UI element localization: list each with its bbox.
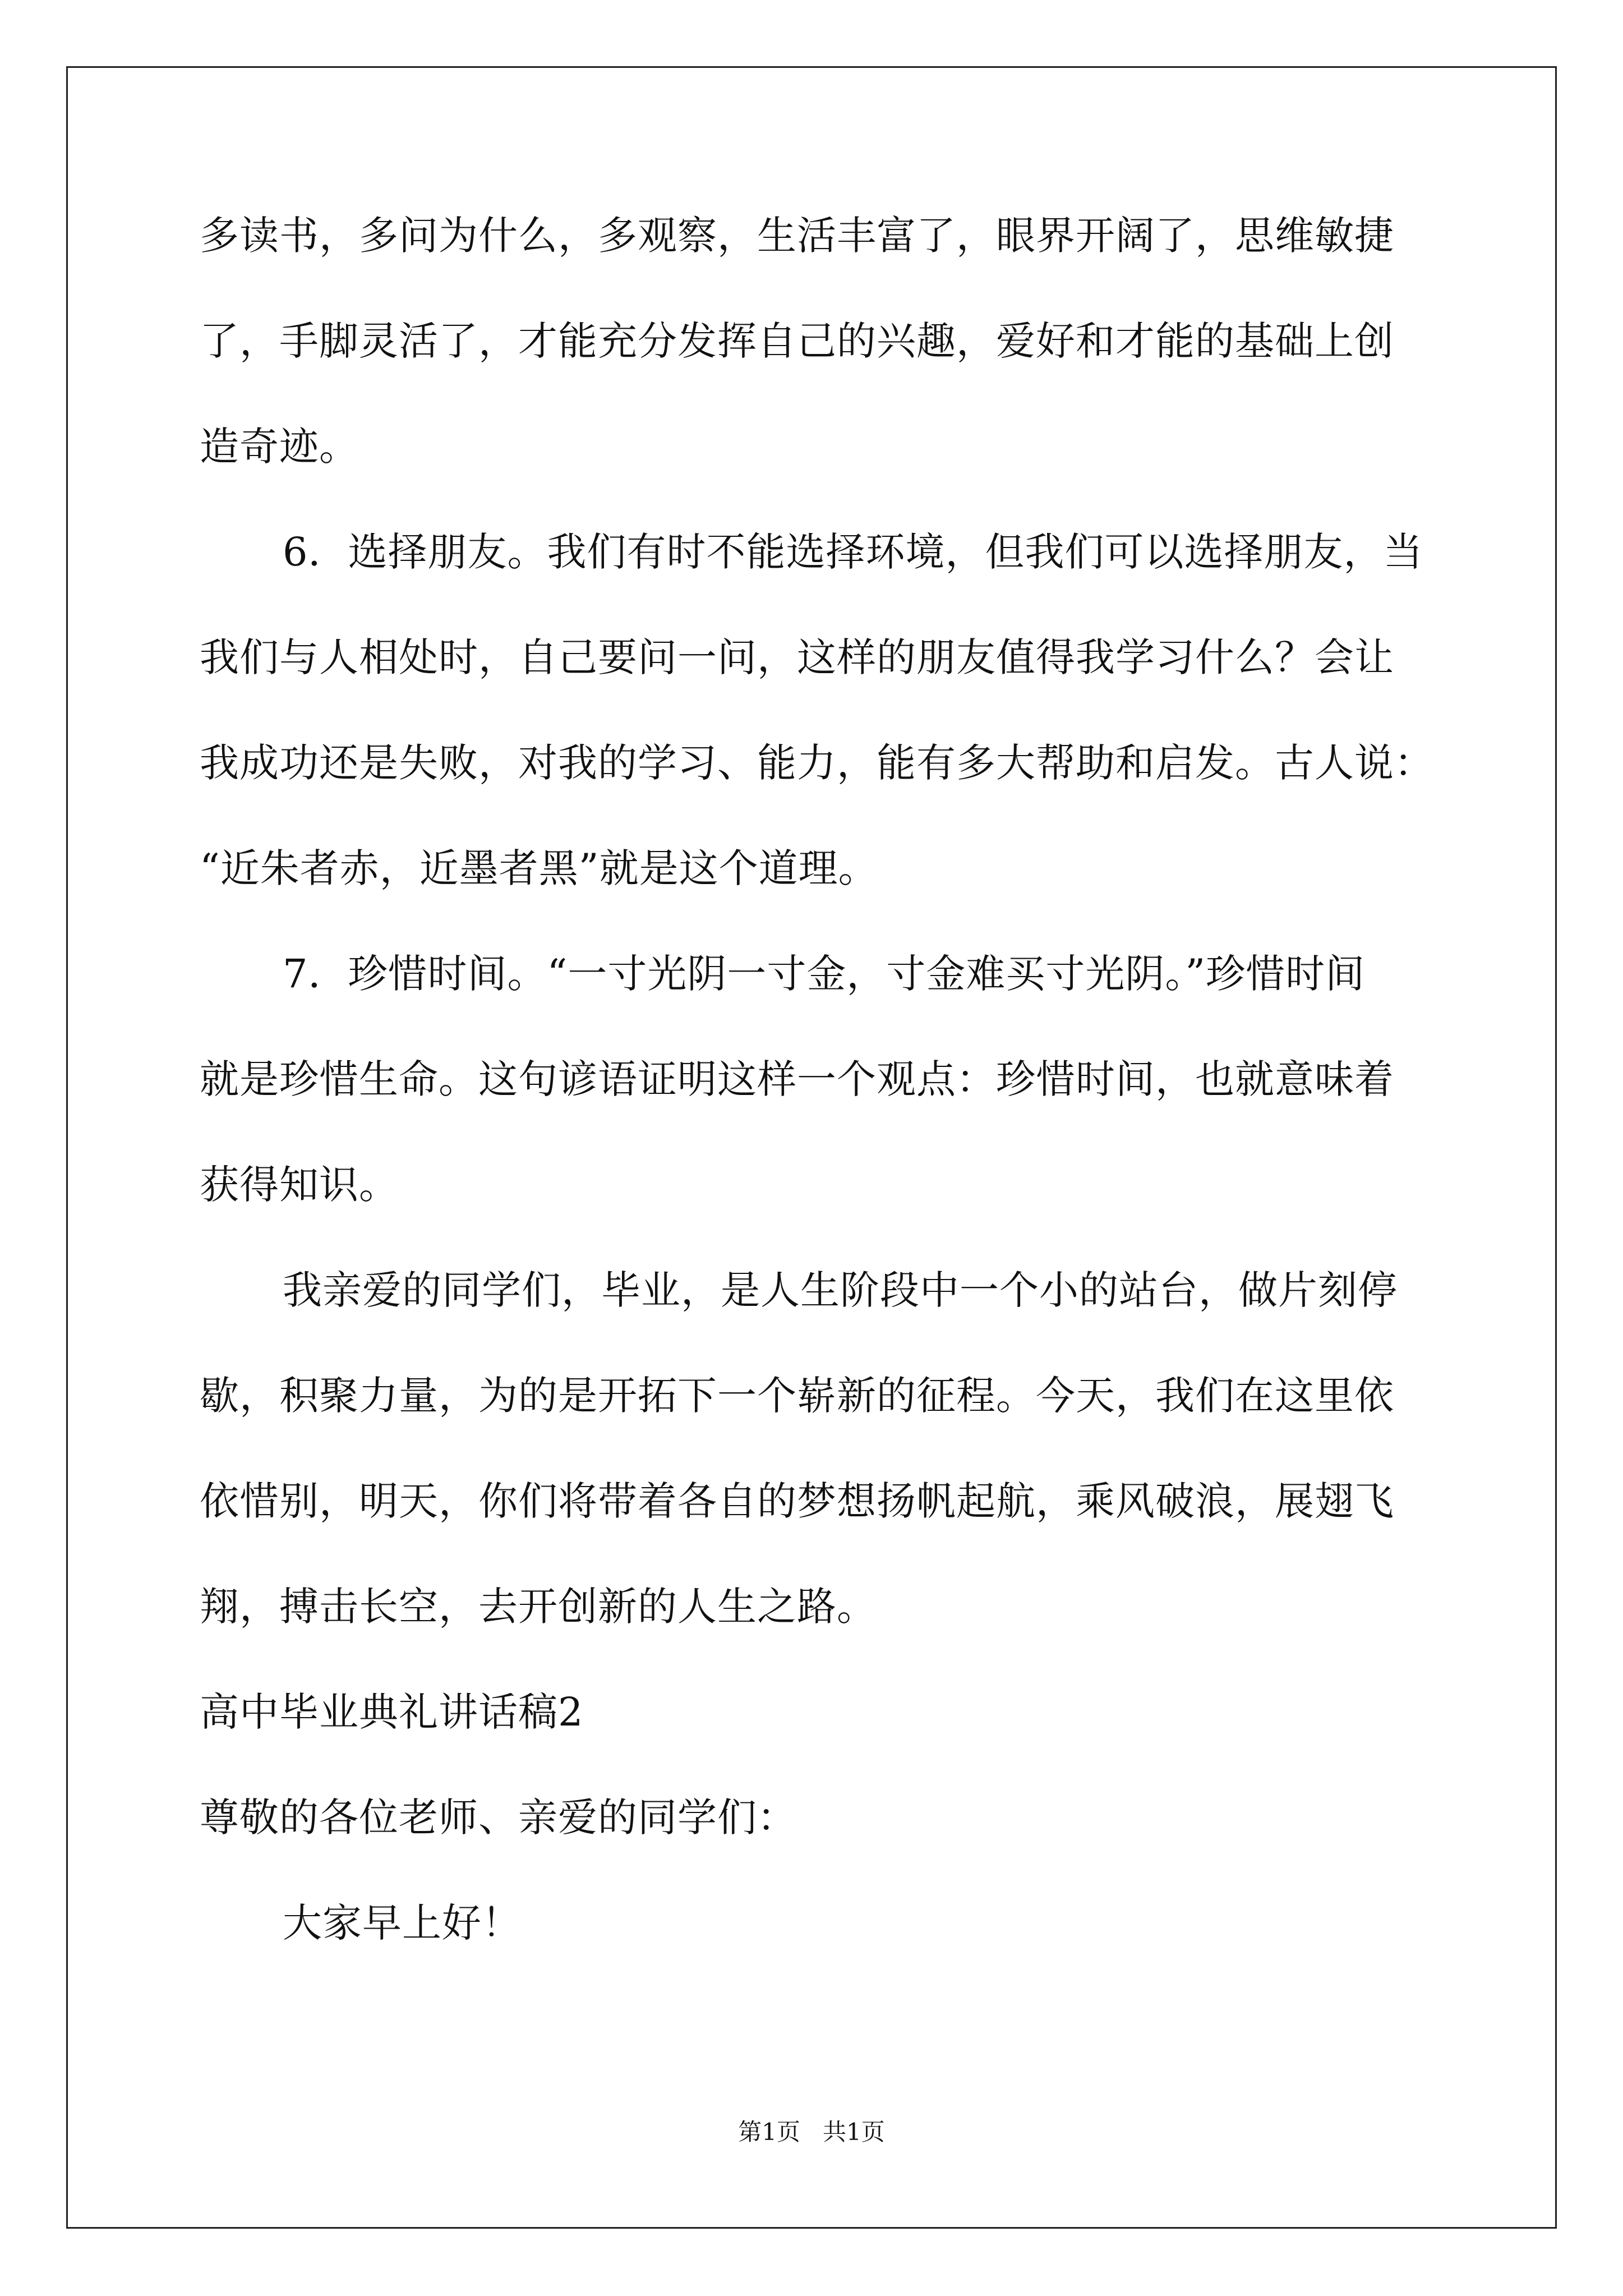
text-line: 了，手脚灵活了，才能充分发挥自己的兴趣，爱好和才能的基础上创: [200, 318, 1394, 364]
text-line: 翔，搏击长空，去开创新的人生之路。: [200, 1584, 877, 1630]
text-line: 6．选择朋友。我们有时不能选择环境，但我们可以选择朋友，当: [283, 529, 1423, 575]
page-footer: 第1页 共1页: [738, 2118, 885, 2146]
greeting: 大家早上好！: [283, 1900, 522, 1946]
text-line: 多读书，多问为什么，多观察，生活丰富了，眼界开阔了，思维敏捷: [200, 213, 1394, 259]
document-body: [200, 213, 1434, 2009]
text-line: “近朱者赤，近墨者黑”就是这个道理。: [200, 845, 878, 891]
text-line: 依惜别，明天，你们将带着各自的梦想扬帆起航，乘风破浪，展翅飞: [200, 1478, 1394, 1524]
text-line: 7．珍惜时间。“一寸光阴一寸金，寸金难买寸光阴。”珍惜时间: [283, 951, 1366, 997]
salutation: 尊敬的各位老师、亲爱的同学们：: [200, 1795, 797, 1841]
text-line: 我成功还是失败，对我的学习、能力，能有多大帮助和启发。古人说：: [200, 740, 1434, 786]
text-line: 就是珍惜生命。这句谚语证明这样一个观点：珍惜时间，也就意味着: [200, 1056, 1394, 1102]
text-line: 我们与人相处时，自己要问一问，这样的朋友值得我学习什么？会让: [200, 634, 1394, 680]
text-line: 我亲爱的同学们，毕业，是人生阶段中一个小的站台，做片刻停: [283, 1267, 1398, 1313]
text-line: 造奇迹。: [200, 424, 359, 470]
text-line: 歇，积聚力量，为的是开拓下一个崭新的征程。今天，我们在这里依: [200, 1373, 1394, 1419]
text-line: 获得知识。: [200, 1162, 399, 1208]
section-heading: 高中毕业典礼讲话稿2: [200, 1689, 584, 1735]
